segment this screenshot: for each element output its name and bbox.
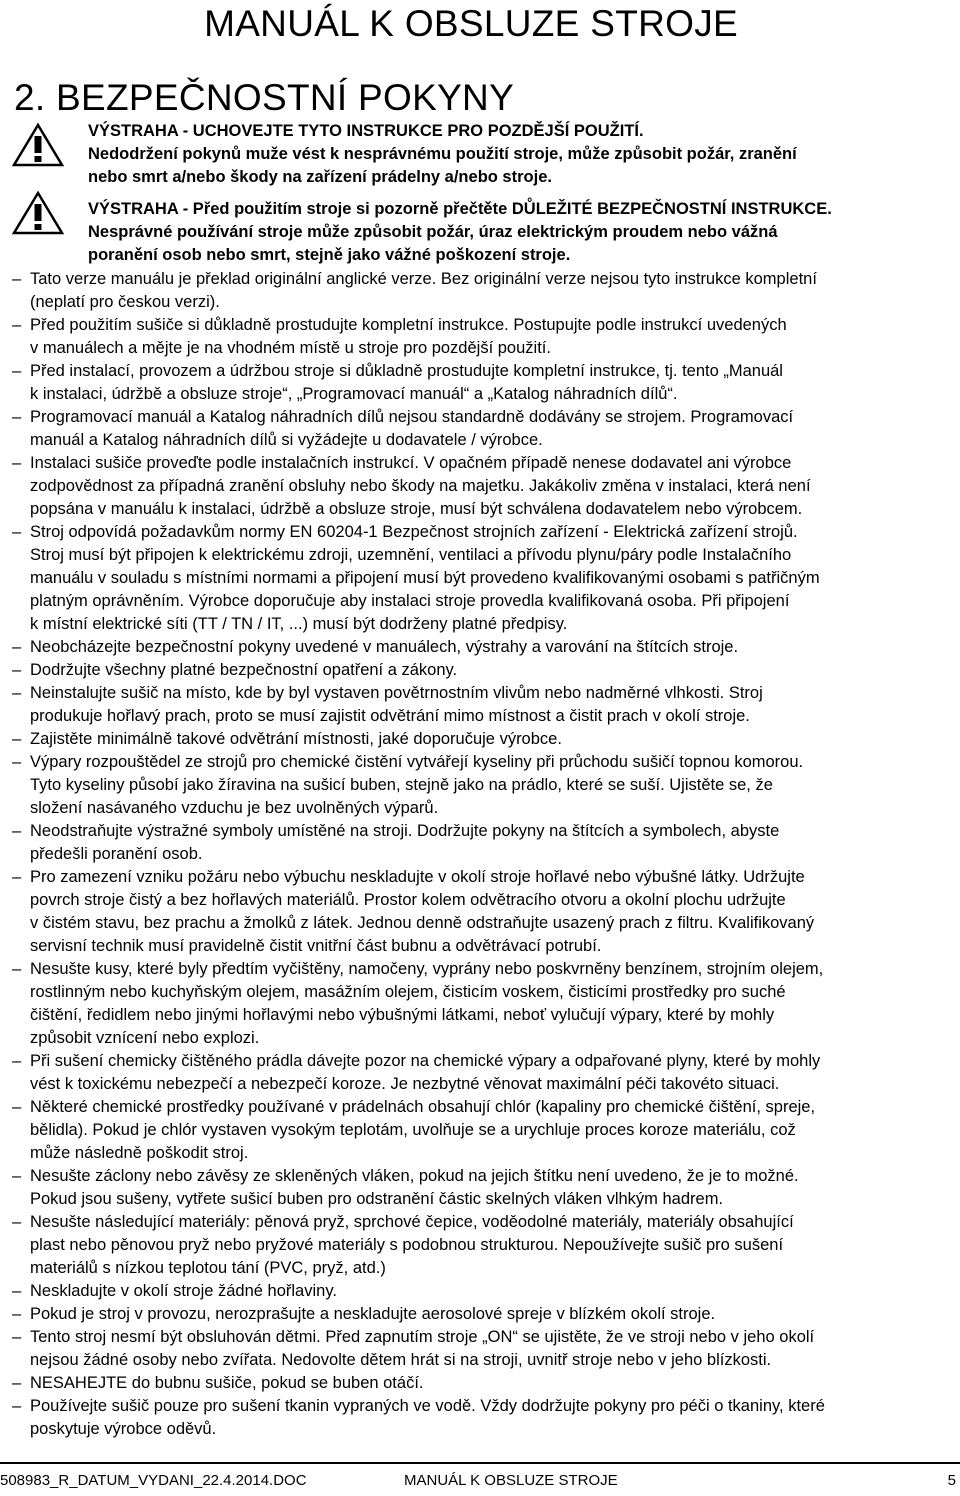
dash-bullet: – — [12, 1328, 22, 1346]
list-item-line: materiálů s nízkou teplotou tání (PVC, pryž, atd.) — [30, 1259, 386, 1277]
list-item — [12, 1372, 956, 1395]
list-item — [12, 751, 956, 820]
list-item-line: NESAHEJTE do bubnu sušiče, pokud se buben otáčí. — [30, 1374, 424, 1392]
list-item-line: Neodstraňujte výstražné symboly umístěné na stroji. Dodržujte pokyny na štítcích a symbolech, abyste — [30, 822, 780, 840]
list-item-line: Zajistěte minimálně takové odvětrání místnosti, jaké doporučuje výrobce. — [30, 730, 562, 748]
list-item-line: poskytuje výrobce oděvů. — [30, 1420, 217, 1438]
dash-bullet: – — [12, 960, 22, 978]
list-item — [12, 268, 956, 314]
dash-bullet: – — [12, 1374, 22, 1392]
list-item-line: Stroj odpovídá požadavkům normy EN 60204-1 Bezpečnost strojních zařízení - Elektrická zařízení strojů. — [30, 523, 798, 541]
list-item-line: zodpovědnost za případná zranění obsluhy nebo škody na majetku. Jakákoliv změna v instalaci, která není — [30, 477, 811, 495]
footer-doc-id: 508983_R_DATUM_VYDANI_22.4.2014.DOC — [0, 1472, 307, 1489]
dash-bullet: – — [12, 523, 22, 541]
warning-line: Nesprávné používání stroje může způsobit požár, úraz elektrickým proudem nebo vážná — [88, 223, 778, 241]
warning-line: nebo smrt a/nebo škody na zařízení prádelny a/nebo stroje. — [88, 168, 552, 186]
warning-text — [88, 120, 958, 189]
list-item — [12, 1395, 956, 1441]
list-item-line: bělidla). Pokud je chlór vystaven vysokým teplotám, uvolňuje se a urychluje proces koroze materiálu, což — [30, 1121, 796, 1139]
list-item-line: popsána v manuálu k instalaci, údržbě a obsluze stroje, musí být schválena dodavatelem nebo výrobcem. — [30, 500, 803, 518]
list-item-line: plast nebo pěnovou pryž nebo pryžové materiály s podobnou strukturou. Nepoužívejte sušič pro sušení — [30, 1236, 784, 1254]
list-item — [12, 636, 956, 659]
list-item-line: Před použitím sušiče si důkladně prostudujte kompletní instrukce. Postupujte podle instrukcí uvedených — [30, 316, 787, 334]
list-item-line: Tato verze manuálu je překlad originální anglické verze. Bez originální verze nejsou tyto instrukce kompletní — [30, 270, 817, 288]
dash-bullet: – — [12, 362, 22, 380]
dash-bullet: – — [12, 1213, 22, 1231]
dash-bullet: – — [12, 316, 22, 334]
instruction-list — [12, 268, 956, 1441]
list-item-line: Stroj musí být připojen k elektrickému zdroji, uzemnění, ventilaci a přívodu plynu/páry podle Instalačního — [30, 546, 792, 564]
dash-bullet: – — [12, 1052, 22, 1070]
dash-bullet: – — [12, 270, 22, 288]
dash-bullet: – — [12, 454, 22, 472]
warning-line: VÝSTRAHA - UCHOVEJTE TYTO INSTRUKCE PRO POZDĚJŠÍ POUŽITÍ. — [88, 122, 644, 140]
dash-bullet: – — [12, 1397, 22, 1415]
list-item-line: nejsou žádné osoby nebo zvířata. Nedovolte dětem hrát si na stroji, uvnitř stroje nebo v jeho blízkosti. — [30, 1351, 772, 1369]
list-item-line: k místní elektrické síti (TT / TN / IT, ...) musí být dodrženy platné předpisy. — [30, 615, 568, 633]
page-header-title: MANUÁL K OBSLUZE STROJE — [204, 3, 738, 44]
list-item — [12, 820, 956, 866]
dash-bullet: – — [12, 638, 22, 656]
warning-line: poranění osob nebo smrt, stejně jako vážné poškození stroje. — [88, 246, 571, 264]
list-item-line: složení nasávaného vzduchu je bez uvolněných výparů. — [30, 799, 439, 817]
warning-text — [88, 198, 958, 267]
dash-bullet: – — [12, 408, 22, 426]
list-item-line: čištění, ředidlem nebo jinými hořlavými nebo výbušnými látkami, neboť vylučují výpary, které by mohly — [30, 1006, 775, 1024]
footer-page-number: 5 — [947, 1472, 956, 1489]
list-item-line: Pro zamezení vzniku požáru nebo výbuchu neskladujte v okolí stroje hořlavé nebo výbušné látky. Udržujte — [30, 868, 805, 886]
list-item-line: rostlinným nebo kuchyňským olejem, masážním olejem, čisticím voskem, čisticími prostředky pro suché — [30, 983, 786, 1001]
dash-bullet: – — [12, 1167, 22, 1185]
list-item — [12, 452, 956, 521]
list-item — [12, 360, 956, 406]
list-item — [12, 1211, 956, 1280]
list-item-line: Tyto kyseliny působí jako žíravina na sušicí buben, stejně jako na prádlo, které se suší. Ujistěte se, že — [30, 776, 773, 794]
list-item-line: Pokud je stroj v provozu, nerozprašujte a neskladujte aerosolové spreje v blízkém okolí stroje. — [30, 1305, 716, 1323]
footer-divider — [0, 1462, 960, 1464]
list-item-line: manuál a Katalog náhradních dílů si vyžádejte u dodavatele / výrobce. — [30, 431, 543, 449]
list-item-line: servisní technik musí pravidelně čistit vnitřní část bubnu a odvětrávací potrubí. — [30, 937, 602, 955]
list-item-line: v čistém stavu, bez prachu a žmolků z látek. Jednou denně odstraňujte usazený prach z filtru. Kvalifikovaný — [30, 914, 815, 932]
list-item-line: Nesušte kusy, které byly předtím vyčištěny, namočeny, vyprány nebo poskvrněny benzínem, strojním olejem, — [30, 960, 824, 978]
list-item — [12, 1050, 956, 1096]
warning-triangle-icon — [12, 123, 64, 167]
dash-bullet: – — [12, 868, 22, 886]
list-item — [12, 958, 956, 1050]
list-item-line: (neplatí pro českou verzi). — [30, 293, 220, 311]
dash-bullet: – — [12, 684, 22, 702]
list-item-line: Dodržujte všechny platné bezpečnostní opatření a zákony. — [30, 661, 458, 679]
list-item-line: Tento stroj nesmí být obsluhován dětmi. Před zapnutím stroje „ON“ se ujistěte, že ve stroji nebo v jeho okolí — [30, 1328, 815, 1346]
list-item-line: Neskladujte v okolí stroje žádné hořlaviny. — [30, 1282, 337, 1300]
dash-bullet: – — [12, 822, 22, 840]
list-item — [12, 682, 956, 728]
list-item-line: v manuálech a mějte je na vhodném místě u stroje pro pozdější použití. — [30, 339, 551, 357]
list-item-line: platným oprávněním. Výrobce doporučuje aby instalaci stroje provedla kvalifikovaná osoba. Při připojení — [30, 592, 790, 610]
list-item-line: způsobit vznícení nebo explozi. — [30, 1029, 260, 1047]
warning-triangle-icon — [12, 191, 64, 235]
list-item-line: Nesušte následující materiály: pěnová pryž, sprchové čepice, voděodolné materiály, materiály obsahující — [30, 1213, 794, 1231]
list-item-line: Neobcházejte bezpečnostní pokyny uvedené v manuálech, výstrahy a varování na štítcích stroje. — [30, 638, 739, 656]
list-item-line: vést k toxickému nebezpečí a nebezpečí koroze. Je nezbytné věnovat maximální péči takovéto situaci. — [30, 1075, 780, 1093]
list-item-line: Nesušte záclony nebo závěsy ze skleněných vláken, pokud na jejich štítku není uvedeno, že je to možné. — [30, 1167, 799, 1185]
list-item-line: předešli poranění osob. — [30, 845, 203, 863]
list-item — [12, 659, 956, 682]
dash-bullet: – — [12, 661, 22, 679]
dash-bullet: – — [12, 753, 22, 771]
list-item-line: Před instalací, provozem a údržbou stroje si důkladně prostudujte kompletní instrukce, tj. tento „Manuál — [30, 362, 783, 380]
list-item — [12, 1165, 956, 1211]
dash-bullet: – — [12, 730, 22, 748]
list-item — [12, 1096, 956, 1165]
list-item-line: manuálu v souladu s místními normami a připojení musí být provedeno kvalifikovanými osobami s patřičným — [30, 569, 820, 587]
dash-bullet: – — [12, 1282, 22, 1300]
dash-bullet: – — [12, 1305, 22, 1323]
list-item-line: Některé chemické prostředky používané v prádelnách obsahují chlór (kapaliny pro chemické čištění, spreje, — [30, 1098, 816, 1116]
list-item-line: Výpary rozpouštědel ze strojů pro chemické čistění vytvářejí kyseliny při průchodu sušičí topnou komorou. — [30, 753, 804, 771]
list-item — [12, 866, 956, 958]
list-item — [12, 728, 956, 751]
warning-line: VÝSTRAHA - Před použitím stroje si pozorně přečtěte DŮLEŽITÉ BEZPEČNOSTNÍ INSTRUKCE. — [88, 200, 832, 218]
dash-bullet: – — [12, 1098, 22, 1116]
list-item-line: Programovací manuál a Katalog náhradních dílů nejsou standardně dodávány se strojem. Programovací — [30, 408, 794, 426]
list-item — [12, 314, 956, 360]
list-item-line: Instalaci sušiče proveďte podle instalačních instrukcí. V opačném případě nenese dodavatel ani výrobce — [30, 454, 792, 472]
list-item-line: produkuje hořlavý prach, proto se musí zajistit odvětrání mimo místnost a čistit prach v okolí stroje. — [30, 707, 750, 725]
list-item — [12, 406, 956, 452]
list-item — [12, 1280, 956, 1303]
list-item-line: Při sušení chemicky čištěného prádla dávejte pozor na chemické výpary a odpařované plyny, které by mohly — [30, 1052, 821, 1070]
list-item-line: může následně poškodit stroj. — [30, 1144, 249, 1162]
list-item-line: Používejte sušič pouze pro sušení tkanin vypraných ve vodě. Vždy dodržujte pokyny pro péči o tkaniny, které — [30, 1397, 825, 1415]
list-item-line: k instalaci, údržbě a obsluze stroje“, „Programovací manuál“ a „Katalog náhradních dílů“. — [30, 385, 678, 403]
footer-title: MANUÁL K OBSLUZE STROJE — [404, 1472, 618, 1489]
list-item-line: Neinstalujte sušič na místo, kde by byl vystaven povětrnostním vlivům nebo nadměrné vlhkosti. Stroj — [30, 684, 763, 702]
list-item — [12, 521, 956, 636]
list-item-line: Pokud jsou sušeny, vytřete sušicí buben pro odstranění částic skelných vláken vlhkým hadrem. — [30, 1190, 724, 1208]
warning-line: Nedodržení pokynů muže vést k nesprávnému použití stroje, může způsobit požár, zranění — [88, 145, 797, 163]
list-item — [12, 1303, 956, 1326]
list-item-line: povrch stroje čistý a bez hořlavých materiálů. Prostor kolem odvětracího otvoru a okolní plochu udržujte — [30, 891, 786, 909]
section-title: 2. BEZPEČNOSTNÍ POKYNY — [14, 77, 515, 118]
list-item — [12, 1326, 956, 1372]
